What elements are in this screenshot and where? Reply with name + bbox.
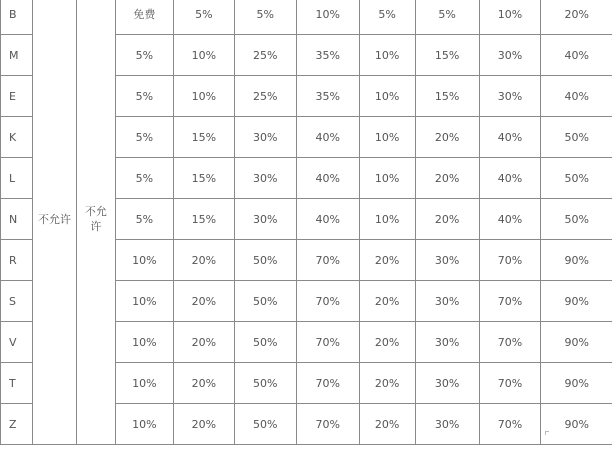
rate-cell: 10% (479, 0, 541, 35)
rate-cell: 15% (415, 76, 479, 117)
rate-cell: 50% (541, 199, 612, 240)
table-body (1, 0, 612, 445)
rate-cell: 90% (541, 404, 612, 445)
rate-cell: 10% (115, 404, 173, 445)
rate-cell: 5% (173, 0, 234, 35)
rate-cell: 70% (296, 240, 359, 281)
rate-cell: 10% (359, 199, 415, 240)
rate-cell: 50% (234, 322, 296, 363)
grade-cell: T (1, 363, 33, 404)
rate-cell: 40% (479, 117, 541, 158)
rate-cell: 20% (415, 199, 479, 240)
rate-cell: 5% (415, 0, 479, 35)
rate-cell: 40% (541, 35, 612, 76)
rate-cell: 20% (173, 322, 234, 363)
rate-cell: 25% (234, 35, 296, 76)
corner-mark (545, 431, 549, 435)
rate-cell: 10% (359, 35, 415, 76)
rate-cell: 70% (479, 240, 541, 281)
rate-cell: 40% (296, 158, 359, 199)
rate-cell: 5% (234, 0, 296, 35)
rate-cell: 25% (234, 76, 296, 117)
grade-cell: M (1, 35, 33, 76)
rate-cell: 20% (415, 158, 479, 199)
rate-cell: 20% (359, 240, 415, 281)
rate-cell: 10% (359, 117, 415, 158)
rate-cell: 50% (541, 158, 612, 199)
merged-cell-line-2: 许 (90, 220, 102, 233)
grade-cell: S (1, 281, 33, 322)
rate-cell: 40% (479, 199, 541, 240)
rate-cell: 10% (115, 363, 173, 404)
rate-cell: 40% (479, 158, 541, 199)
grade-cell: L (1, 158, 33, 199)
grade-cell: V (1, 322, 33, 363)
rate-cell: 10% (115, 240, 173, 281)
rate-cell: 70% (296, 363, 359, 404)
rate-cell: 70% (479, 404, 541, 445)
rate-cell: 30% (234, 117, 296, 158)
merged-cell-not-allowed: 不允许 (32, 0, 76, 445)
rate-cell: 20% (359, 281, 415, 322)
rate-cell: 20% (173, 363, 234, 404)
rate-cell: 30% (415, 281, 479, 322)
rate-cell: 70% (479, 281, 541, 322)
rate-cell: 10% (173, 76, 234, 117)
rate-cell: 70% (296, 322, 359, 363)
rate-cell: 10% (359, 158, 415, 199)
rate-cell: 20% (415, 117, 479, 158)
rate-cell: 5% (115, 158, 173, 199)
rate-cell: 90% (541, 240, 612, 281)
table-row (1, 0, 612, 35)
merged-cell-line-1: 不允 (84, 205, 107, 218)
rate-cell: 20% (541, 0, 612, 35)
rate-cell: 70% (296, 281, 359, 322)
rate-cell: 30% (415, 240, 479, 281)
rate-cell: 35% (296, 35, 359, 76)
rate-cell: 免费 (115, 0, 173, 35)
rate-cell: 10% (359, 76, 415, 117)
rate-cell: 90% (541, 281, 612, 322)
rate-cell: 15% (173, 158, 234, 199)
rate-cell: 70% (479, 363, 541, 404)
rate-cell: 35% (296, 76, 359, 117)
rate-cell: 40% (296, 199, 359, 240)
grade-cell: E (1, 76, 33, 117)
rate-cell: 5% (359, 0, 415, 35)
rate-cell: 10% (115, 281, 173, 322)
rate-cell: 50% (234, 363, 296, 404)
rate-cell: 5% (115, 76, 173, 117)
merged-cell-not-allowed-2 (76, 0, 115, 445)
rate-cell: 10% (296, 0, 359, 35)
rate-cell: 5% (115, 117, 173, 158)
grade-cell: Z (1, 404, 33, 445)
grade-cell: K (1, 117, 33, 158)
rate-cell: 15% (415, 35, 479, 76)
rate-cell: 10% (115, 322, 173, 363)
rate-cell: 20% (359, 404, 415, 445)
rate-cell: 40% (541, 76, 612, 117)
rate-cell: 20% (359, 363, 415, 404)
rate-cell: 30% (415, 404, 479, 445)
grade-cell: B (1, 0, 33, 35)
rate-cell: 15% (173, 117, 234, 158)
rate-cell: 50% (234, 404, 296, 445)
rate-cell: 30% (234, 158, 296, 199)
rate-cell: 30% (415, 363, 479, 404)
rate-cell: 70% (296, 404, 359, 445)
rate-cell: 30% (234, 199, 296, 240)
rate-cell: 90% (541, 363, 612, 404)
rate-cell: 15% (173, 199, 234, 240)
rate-cell: 30% (479, 76, 541, 117)
rate-cell: 20% (173, 404, 234, 445)
rate-cell: 50% (541, 117, 612, 158)
rate-cell: 50% (234, 240, 296, 281)
rate-cell: 20% (173, 240, 234, 281)
rate-cell: 20% (173, 281, 234, 322)
grade-cell: R (1, 240, 33, 281)
rate-cell: 5% (115, 199, 173, 240)
rate-cell: 30% (415, 322, 479, 363)
rate-cell: 40% (296, 117, 359, 158)
rate-cell: 30% (479, 35, 541, 76)
rate-cell: 90% (541, 322, 612, 363)
grade-cell: N (1, 199, 33, 240)
rate-cell: 50% (234, 281, 296, 322)
rate-cell: 5% (115, 35, 173, 76)
rate-cell: 70% (479, 322, 541, 363)
rate-cell: 20% (359, 322, 415, 363)
rate-cell: 10% (173, 35, 234, 76)
